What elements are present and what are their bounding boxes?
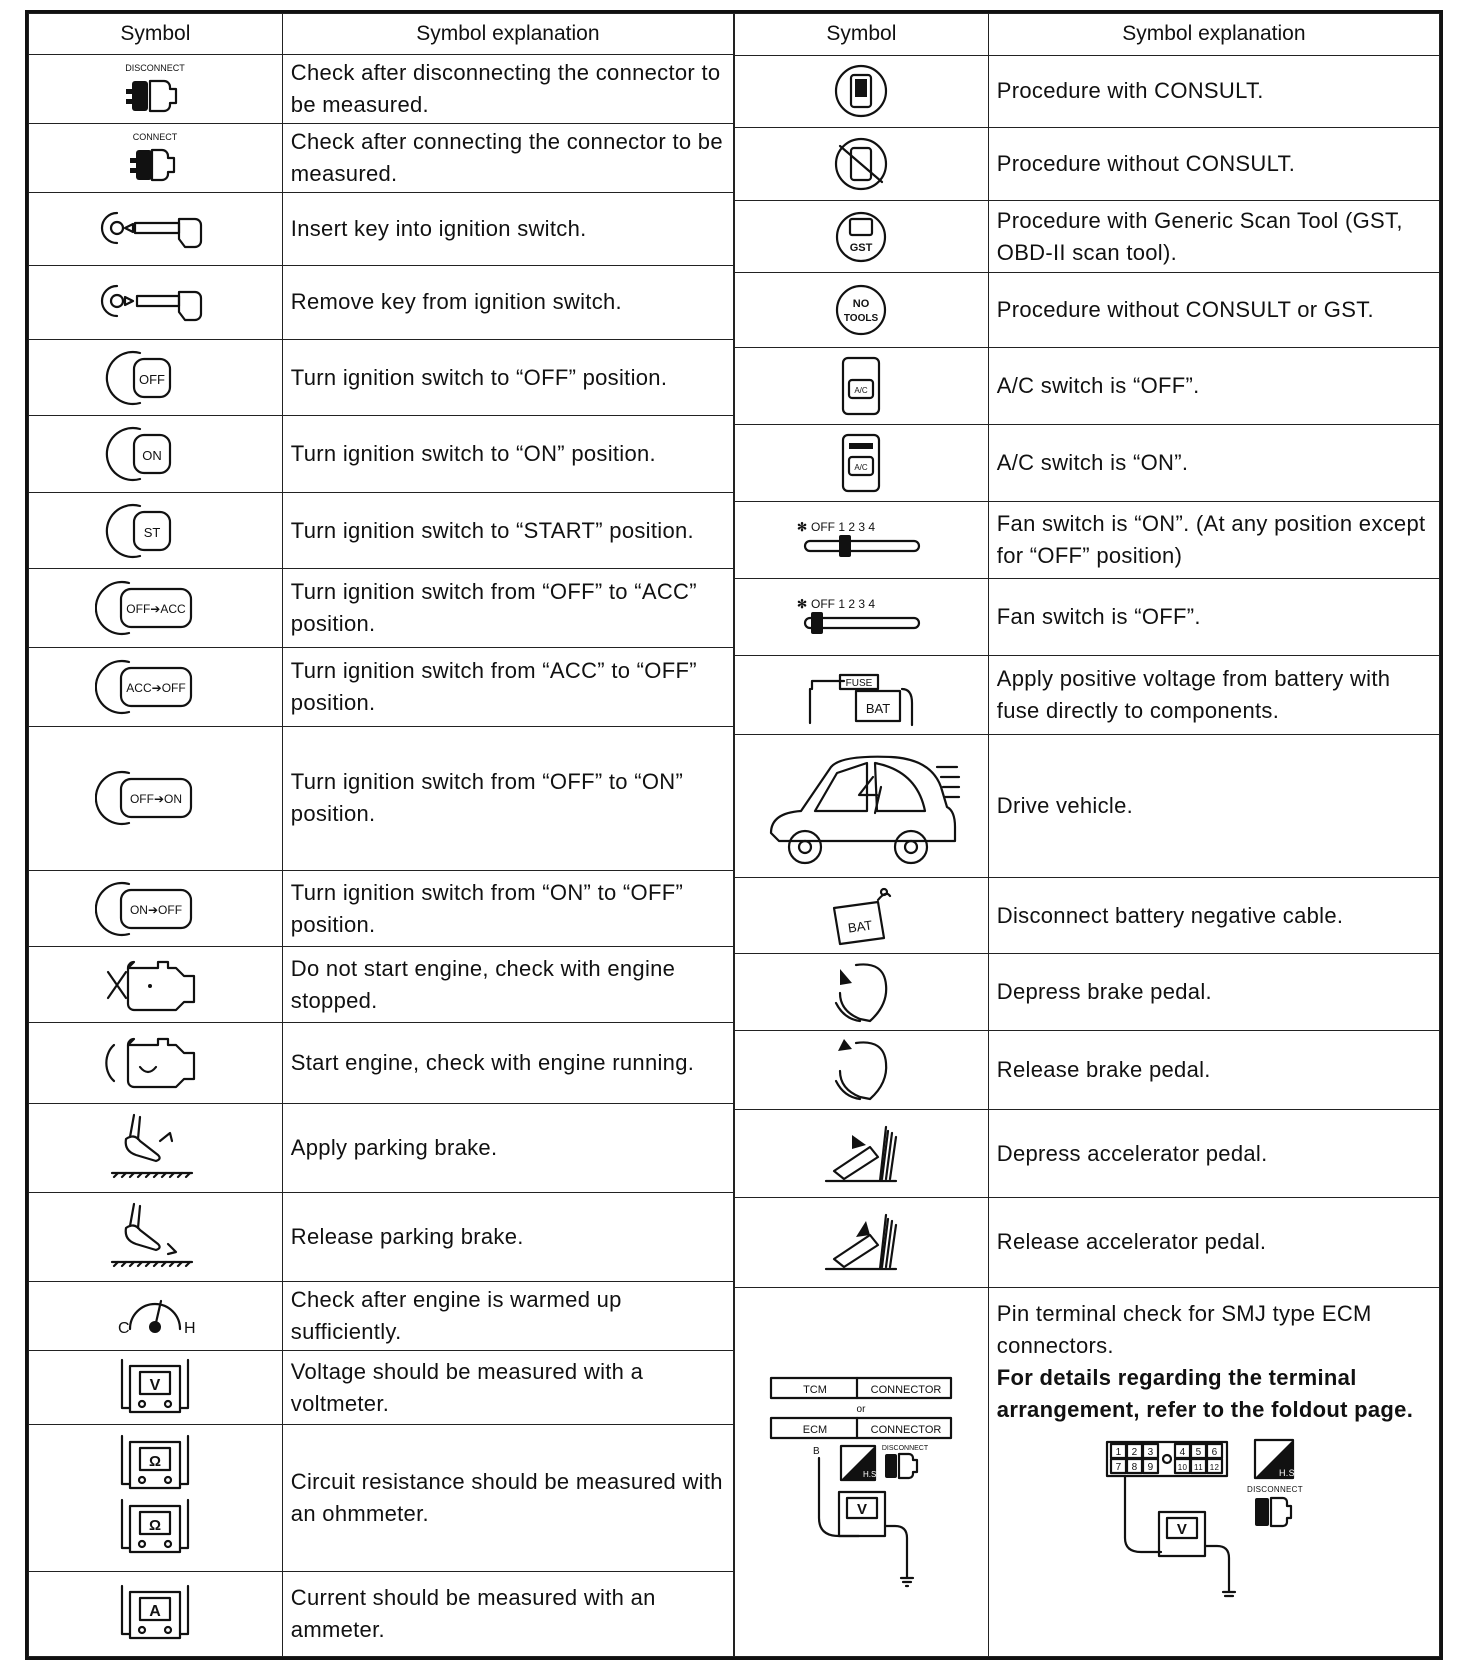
- table-row: [29, 416, 734, 492]
- explanation-cell: Disconnect battery negative cable.: [988, 877, 1439, 954]
- explanation-cell: Drive vehicle.: [988, 734, 1439, 877]
- release-accelerator-icon: [735, 1197, 989, 1287]
- svg-text:✻: ✻: [797, 596, 808, 611]
- explanation-cell: Turn ignition switch to “ON” position.: [282, 416, 733, 492]
- table-row: [29, 1571, 734, 1656]
- explanation-cell: Insert key into ignition switch.: [282, 193, 733, 265]
- explanation-cell: Procedure without CONSULT or GST.: [988, 273, 1439, 348]
- explanation-cell: Current should be measured with an ammeter.: [282, 1571, 733, 1656]
- connector-pin-number: 7: [1115, 1461, 1122, 1473]
- ignition-on-off-icon: [29, 870, 283, 946]
- svg-text:H.S.: H.S.: [863, 1469, 879, 1479]
- svg-text:OFF➔ACC: OFF➔ACC: [126, 602, 187, 617]
- ignition-off-icon: [29, 340, 283, 416]
- battery-disconnect-icon: [735, 877, 989, 954]
- table-row: [29, 124, 734, 193]
- explanation-cell: Check after disconnecting the connector to be measured.: [282, 55, 733, 124]
- explanation-cell: Depress accelerator pedal.: [988, 1110, 1439, 1198]
- svg-text:DISCONNECT: DISCONNECT: [882, 1444, 929, 1452]
- svg-text:V: V: [150, 1376, 161, 1394]
- svg-text:A/C: A/C: [854, 386, 869, 396]
- no-consult-icon: [735, 128, 989, 201]
- ignition-start-icon: [29, 492, 283, 568]
- table-row: [735, 348, 1440, 425]
- svg-text:Ω: Ω: [149, 1453, 162, 1471]
- fan-switch-off-icon: [735, 578, 989, 655]
- svg-text:BAT: BAT: [866, 700, 891, 716]
- table-row: [735, 1197, 1440, 1287]
- explanation-cell: Turn ignition switch from “ACC” to “OFF” position.: [282, 647, 733, 726]
- ignition-off-acc-icon: [29, 569, 283, 648]
- drive-vehicle-icon: [735, 734, 989, 877]
- table-row: [735, 1287, 1440, 1656]
- explanation-cell: Turn ignition switch to “OFF” position.: [282, 340, 733, 416]
- svg-text:H.S.: H.S.: [1278, 1467, 1298, 1478]
- svg-text:or: or: [856, 1403, 866, 1415]
- table-row: [735, 954, 1440, 1031]
- explanation-cell: Release brake pedal.: [988, 1031, 1439, 1110]
- svg-text:CONNECTOR: CONNECTOR: [871, 1423, 942, 1436]
- svg-text:OFF 1 2 3 4: OFF 1 2 3 4: [811, 519, 876, 534]
- svg-text:V: V: [1176, 1520, 1187, 1538]
- svg-text:OFF: OFF: [139, 371, 166, 387]
- svg-text:CONNECT: CONNECT: [133, 132, 178, 143]
- svg-text:B: B: [813, 1445, 821, 1457]
- connector-pin-number: 8: [1131, 1461, 1138, 1473]
- smj-explanation-note: For details regarding the terminal arrangement, refer to the foldout page.: [996, 1364, 1414, 1422]
- table-row: [29, 492, 734, 568]
- explanation-header: Symbol explanation: [282, 14, 733, 55]
- key-insert-icon: [29, 193, 283, 265]
- engine-running-icon: [29, 1022, 283, 1103]
- ammeter-icon: [29, 1571, 283, 1656]
- explanation-cell: Start engine, check with engine running.: [282, 1022, 733, 1103]
- table-row: [735, 273, 1440, 348]
- connector-pin-number: 2: [1131, 1446, 1138, 1458]
- explanation-cell: Procedure without CONSULT.: [988, 128, 1439, 201]
- svg-text:H: H: [184, 1319, 196, 1337]
- smj-pin-check-diagram: [735, 1287, 989, 1656]
- svg-text:A/C: A/C: [854, 462, 869, 472]
- svg-text:DISCONNECT: DISCONNECT: [125, 63, 186, 74]
- connector-pin-number: 6: [1211, 1446, 1218, 1458]
- key-remove-icon: [29, 265, 283, 339]
- smj-explanation-text: Pin terminal check for SMJ type ECM connectors.: [996, 1300, 1372, 1358]
- table-row: [29, 1192, 734, 1281]
- svg-text:GST: GST: [850, 241, 873, 254]
- table-row: [735, 1110, 1440, 1198]
- svg-text:CONNECTOR: CONNECTOR: [871, 1383, 942, 1396]
- fan-switch-on-icon: [735, 501, 989, 578]
- svg-text:TOOLS: TOOLS: [844, 313, 879, 325]
- table-row: [735, 734, 1440, 877]
- table-row: [735, 200, 1440, 273]
- disconnect-connector-icon: [29, 55, 283, 124]
- svg-text:V: V: [857, 1500, 868, 1518]
- table-row: [29, 569, 734, 648]
- release-brake-icon: [735, 1031, 989, 1110]
- svg-text:ST: ST: [144, 524, 161, 540]
- symbol-table: [25, 10, 1443, 1660]
- consult-icon: [735, 55, 989, 128]
- symbol-header: Symbol: [29, 14, 283, 55]
- table-row: [735, 655, 1440, 734]
- table-row: [29, 1281, 734, 1350]
- explanation-cell: Turn ignition switch from “OFF” to “ACC” position.: [282, 569, 733, 648]
- svg-text:✻: ✻: [797, 519, 808, 534]
- svg-text:BAT: BAT: [847, 916, 874, 936]
- battery-fuse-icon: [735, 655, 989, 734]
- table-row: [29, 870, 734, 946]
- connect-connector-icon: [29, 124, 283, 193]
- svg-text:OFF 1 2 3 4: OFF 1 2 3 4: [811, 596, 876, 611]
- no-tools-icon: [735, 273, 989, 348]
- explanation-cell: Depress brake pedal.: [988, 954, 1439, 1031]
- explanation-cell: A/C switch is “OFF”.: [988, 348, 1439, 425]
- table-row: [29, 1022, 734, 1103]
- explanation-cell: Release accelerator pedal.: [988, 1197, 1439, 1287]
- ignition-on-icon: [29, 416, 283, 492]
- explanation-cell: Fan switch is “OFF”.: [988, 578, 1439, 655]
- explanation-cell: Apply parking brake.: [282, 1103, 733, 1192]
- explanation-cell: Procedure with CONSULT.: [988, 55, 1439, 128]
- table-row: [735, 877, 1440, 954]
- table-row: [29, 647, 734, 726]
- svg-text:DISCONNECT: DISCONNECT: [1246, 1484, 1303, 1494]
- explanation-cell: Remove key from ignition switch.: [282, 265, 733, 339]
- connector-pin-diagram: [1097, 1432, 1337, 1602]
- explanation-cell: Release parking brake.: [282, 1192, 733, 1281]
- right-symbol-table: [734, 13, 1440, 1657]
- connector-pin-number: 3: [1147, 1446, 1154, 1458]
- svg-text:ACC➔OFF: ACC➔OFF: [126, 680, 187, 695]
- svg-text:ECM: ECM: [803, 1423, 828, 1436]
- ignition-acc-off-icon: [29, 647, 283, 726]
- table-row: [735, 1031, 1440, 1110]
- explanation-cell: A/C switch is “ON”.: [988, 424, 1439, 501]
- svg-text:OFF➔ON: OFF➔ON: [130, 792, 183, 807]
- left-symbol-table: [28, 13, 734, 1657]
- explanation-cell: Check after connecting the connector to be measured.: [282, 124, 733, 193]
- explanation-cell: Fan switch is “ON”. (At any position except for “OFF” position): [988, 501, 1439, 578]
- table-row: [29, 193, 734, 265]
- explanation-cell: Apply positive voltage from battery with fuse directly to components.: [988, 655, 1439, 734]
- connector-pin-number: 4: [1179, 1446, 1186, 1458]
- depress-brake-icon: [735, 954, 989, 1031]
- connector-pin-number: 10: [1177, 1462, 1188, 1472]
- svg-text:TCM: TCM: [803, 1383, 828, 1396]
- table-row: [29, 1103, 734, 1192]
- svg-text:Ω: Ω: [149, 1517, 162, 1535]
- depress-accelerator-icon: [735, 1110, 989, 1198]
- svg-text:A: A: [149, 1602, 162, 1620]
- table-row: [735, 501, 1440, 578]
- svg-text:ON➔OFF: ON➔OFF: [130, 902, 183, 917]
- engine-stopped-icon: [29, 947, 283, 1022]
- table-row: [29, 265, 734, 339]
- explanation-cell: Circuit resistance should be measured with an ohmmeter.: [282, 1425, 733, 1572]
- ignition-off-on-icon: [29, 726, 283, 870]
- explanation-cell: Procedure with Generic Scan Tool (GST, OBD-II scan tool).: [988, 200, 1439, 273]
- explanation-header: Symbol explanation: [988, 14, 1439, 56]
- table-row: [29, 1425, 734, 1572]
- voltmeter-icon: [29, 1350, 283, 1424]
- table-row: [29, 55, 734, 124]
- explanation-cell: Turn ignition switch from “ON” to “OFF” position.: [282, 870, 733, 946]
- temperature-gauge-icon: [29, 1281, 283, 1350]
- svg-text:NO: NO: [853, 298, 870, 311]
- connector-pin-number: 1: [1115, 1446, 1122, 1458]
- connector-pin-number: 12: [1209, 1462, 1220, 1472]
- symbol-header: Symbol: [735, 14, 989, 56]
- smj-explanation-cell: [988, 1287, 1439, 1656]
- ohmmeter-icon: [29, 1425, 283, 1572]
- connector-pin-number: 5: [1195, 1446, 1202, 1458]
- ac-switch-off-icon: [735, 348, 989, 425]
- svg-text:FUSE: FUSE: [846, 677, 873, 689]
- table-row: [735, 578, 1440, 655]
- svg-text:ON: ON: [142, 448, 163, 464]
- table-row: [29, 1350, 734, 1424]
- svg-text:C: C: [118, 1319, 130, 1337]
- explanation-cell: Turn ignition switch to “START” position.: [282, 492, 733, 568]
- apply-parking-brake-icon: [29, 1103, 283, 1192]
- table-row: [29, 947, 734, 1022]
- ac-switch-on-icon: [735, 424, 989, 501]
- table-row: [29, 726, 734, 870]
- explanation-cell: Check after engine is warmed up sufficiently.: [282, 1281, 733, 1350]
- table-row: [735, 128, 1440, 201]
- table-row: [29, 340, 734, 416]
- connector-pin-number: 9: [1147, 1461, 1154, 1473]
- release-parking-brake-icon: [29, 1192, 283, 1281]
- explanation-cell: Do not start engine, check with engine stopped.: [282, 947, 733, 1022]
- connector-pin-number: 11: [1193, 1462, 1203, 1472]
- table-row: [735, 424, 1440, 501]
- gst-icon: [735, 200, 989, 273]
- table-row: [735, 55, 1440, 128]
- explanation-cell: Turn ignition switch from “OFF” to “ON” position.: [282, 726, 733, 870]
- explanation-cell: Voltage should be measured with a voltmeter.: [282, 1350, 733, 1424]
